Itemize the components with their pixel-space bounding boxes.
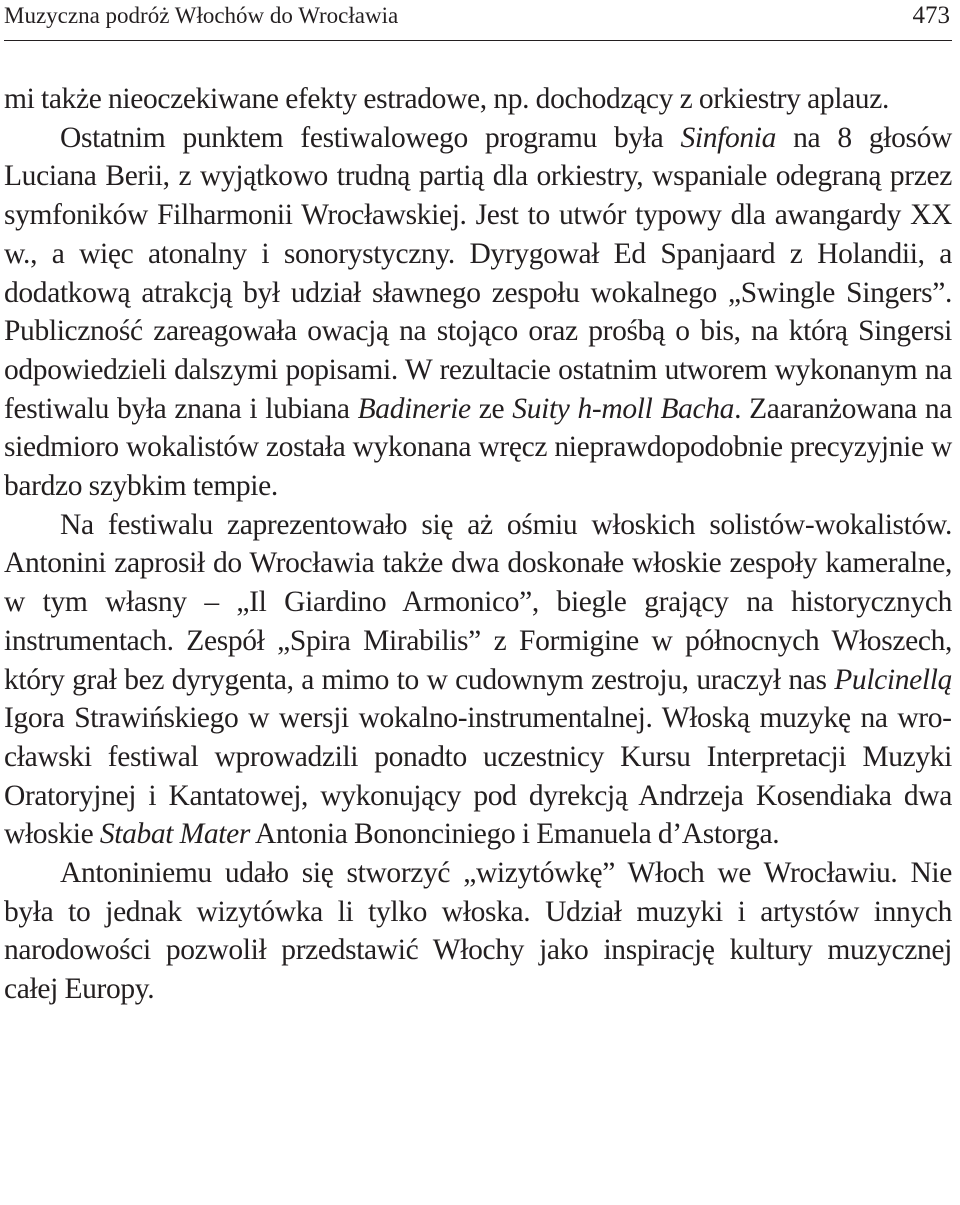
paragraph (4, 119, 952, 506)
text-segment: Antoniniemu udało się stworzyć „wizytówkę” Włoch we Wrocławiu. Nie była to jednak wizytówka li tylko włoska. Udział muzyki i artystów innych narodowości pozwolił przedstawić Włochy jako inspirację kultury muzycznej całej Europy. (4, 857, 952, 1006)
text-segment: Igora Strawińskiego w wersji wokalno-instrumentalnej. Włoską muzykę na wrocławski festiwal wprowadzili ponadto uczestnicy Kursu Interpretacji Muzyki Oratoryjnej i Kantatowej, wykonujący pod dyrekcją Andrzeja Kosendiaka dwa włoskie (4, 702, 952, 851)
italic-title: Sinfonia (680, 121, 776, 154)
text-segment: ze (470, 392, 513, 425)
italic-title: Badinerie (357, 392, 471, 425)
italic-title: Stabat Mater (99, 818, 251, 851)
italic-title: Pulcinellą (834, 663, 952, 696)
page-number: 473 (912, 2, 950, 29)
paragraph (4, 506, 952, 854)
text-segment: mi także nieoczekiwane efekty estradowe, np. dochodzący z orkiestry aplauz. (4, 83, 889, 115)
text-segment: Antonia Bononciniego i Emanuela d’Astorga. (250, 818, 780, 851)
text-segment: na 8 głosów Luciana Berii, z wyjątkowo trudną partią dla orkiestry, wspaniale odegraną przez symfoników Filharmonii Wrocławskiej. Jest to utwór typowy dla awangardy XX w., a więc atonalny i sonorystyczny. Dyrygował Ed Spanjaard z Holandii, a dodatkową atrakcją był udział sławnego zespołu wokalnego „Swingle Singers”. Publiczność zareagowała owacją na stojąco oraz prośbą o bis, na którą Singersi odpowiedzieli dalszymi popisami. W rezultacie ostatnim utworem wykonanym na festiwalu była znana i lubiana (4, 121, 953, 425)
body-text (4, 80, 952, 1009)
text-segment: Ostatnim punktem festiwalowego programu była (60, 121, 681, 154)
page-header (4, 0, 952, 41)
paragraph (4, 80, 952, 119)
running-title: Muzyczna podróż Włochów do Wrocławia (4, 3, 399, 28)
text-segment: . Zaaranżowana na siedmioro wokalistów została wykonana wręcz nieprawdopodobnie precyzyjnie w bardzo szybkim tempie. (4, 392, 952, 503)
italic-title: Suity h-moll Bacha (512, 392, 735, 425)
paragraph (4, 854, 952, 1009)
text-segment: Na festiwalu zaprezentowało się aż ośmiu włoskich solistów-wokalistów. Antonini zaprosił do Wrocławia także dwa doskonałe włoskie zespoły kameralne, w tym własny – „Il Giardino Armonico”, biegle grający na historycznych instrumentach. Zespół „Spira Mirabilis” z Formigine w północnych Włoszech, który grał bez dyrygenta, a mimo to w cudownym zestroju, uraczył nas (4, 508, 952, 696)
